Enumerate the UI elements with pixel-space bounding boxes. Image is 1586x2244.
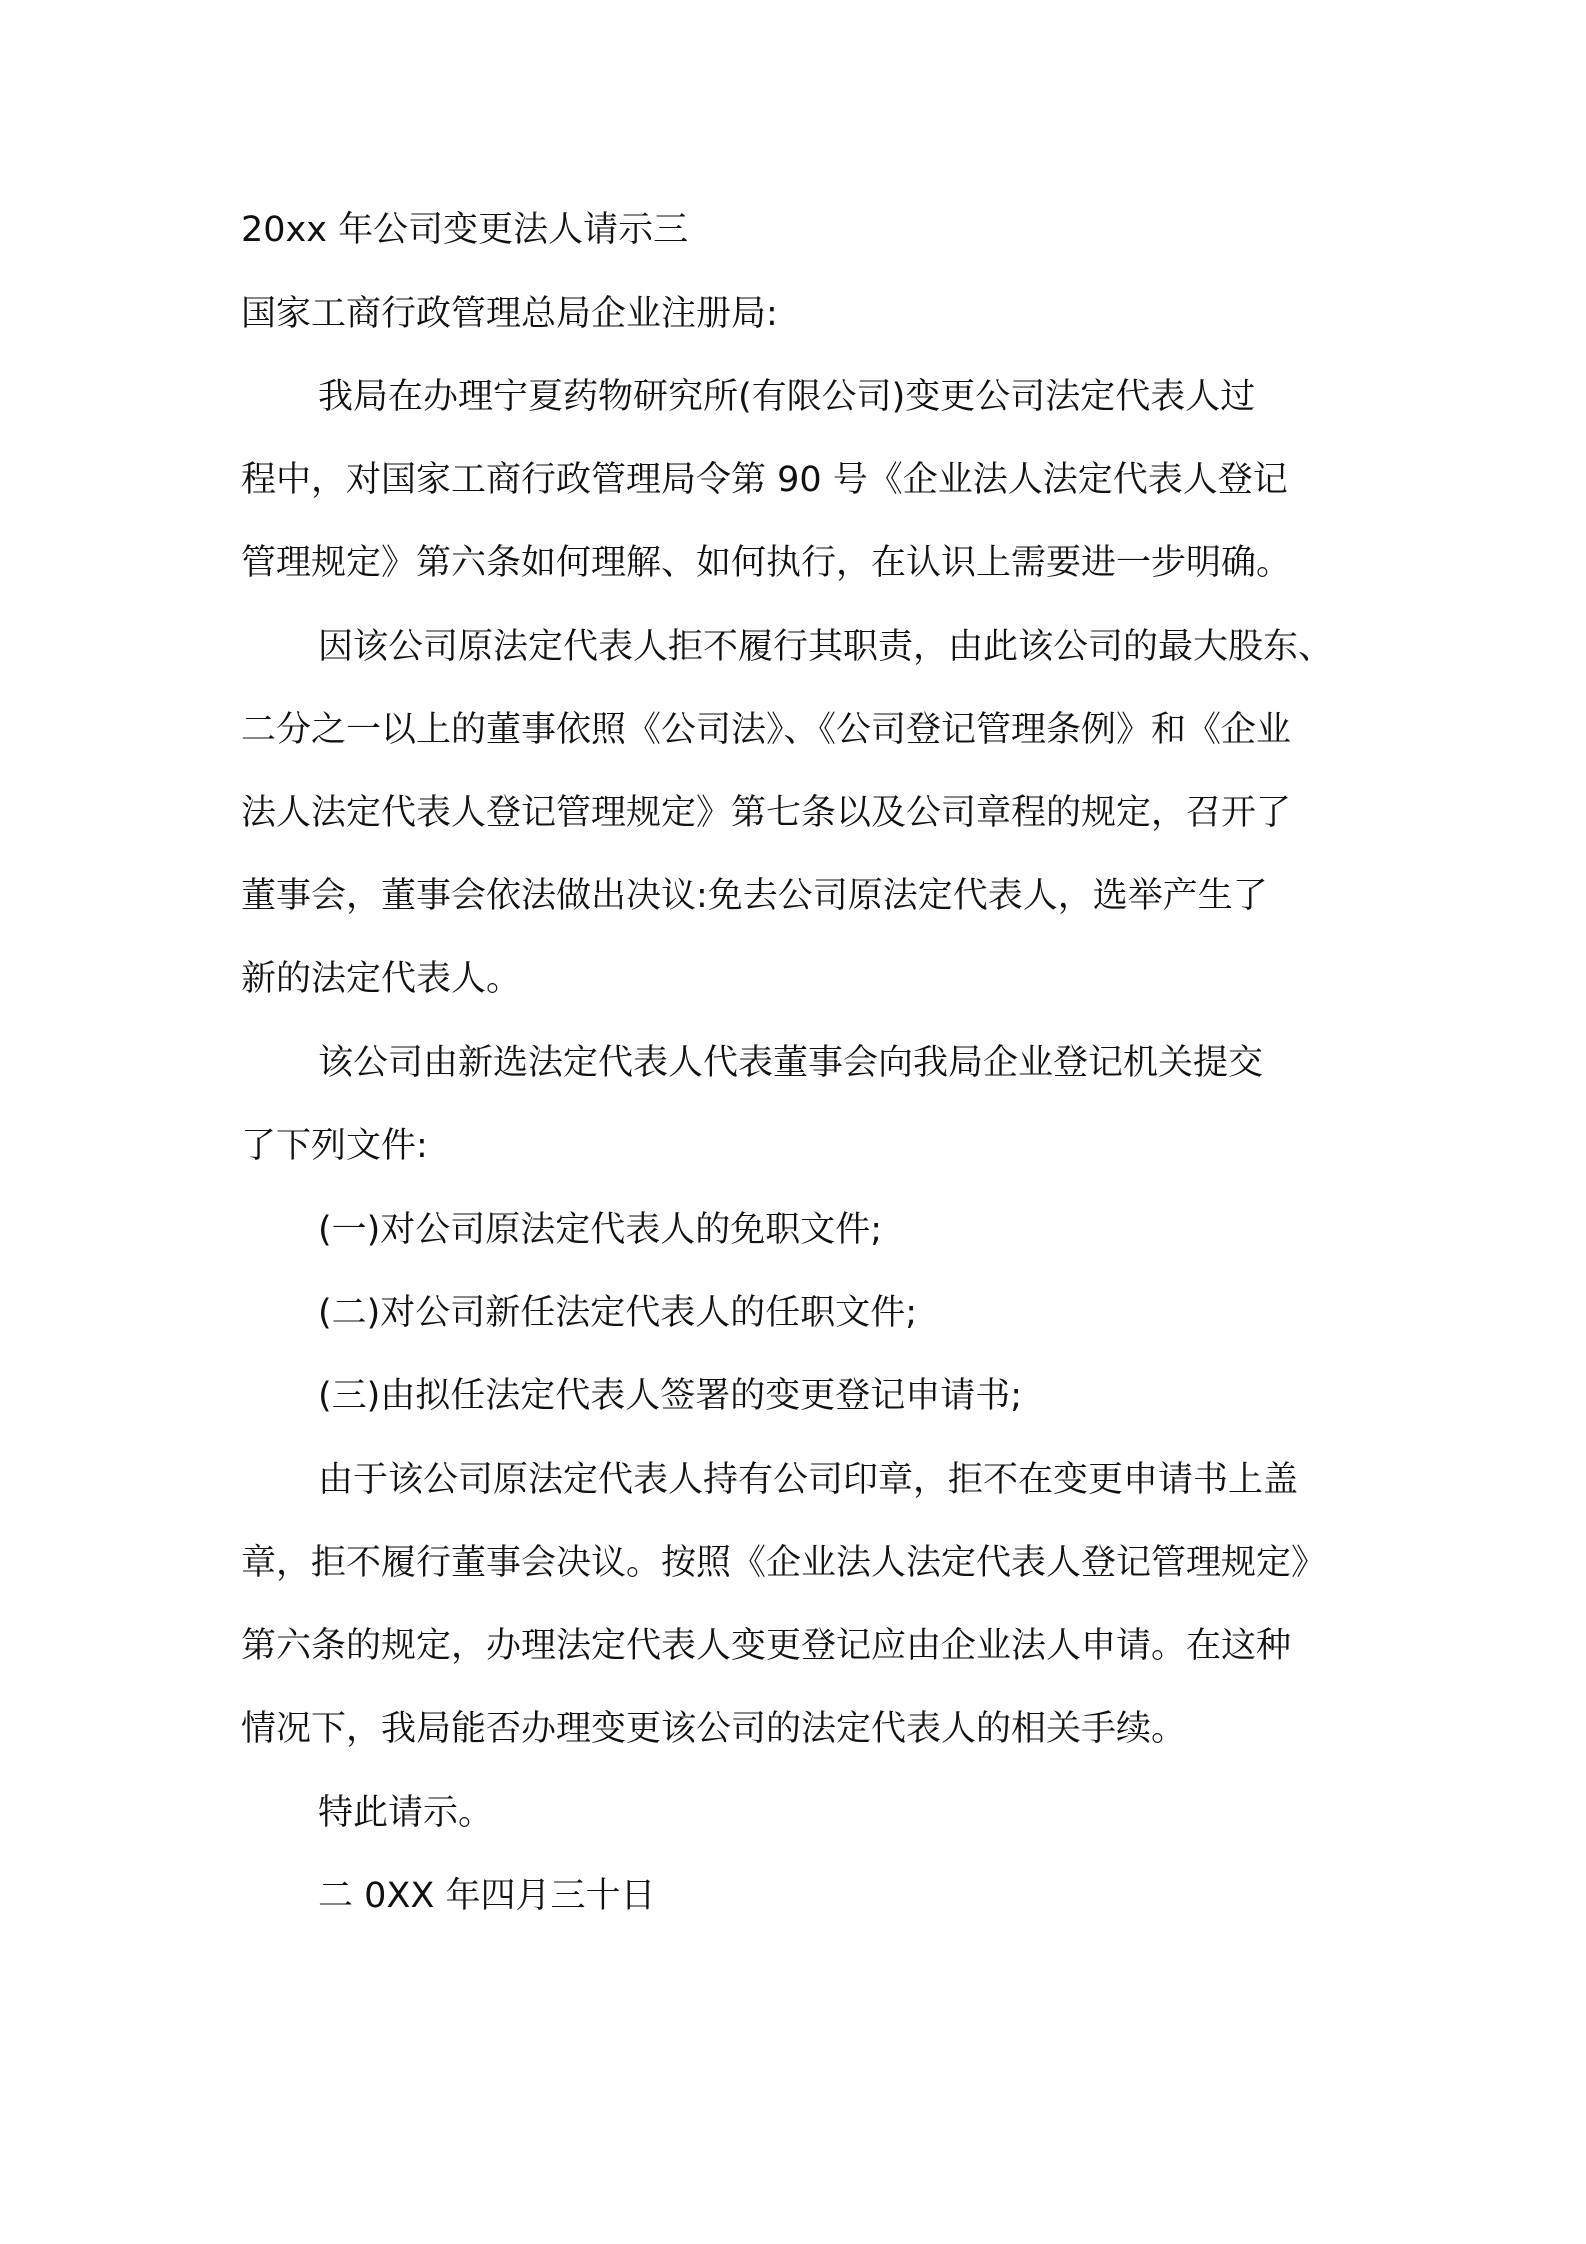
paragraph-line: 由于该公司原法定代表人持有公司印章，拒不在变更申请书上盖 bbox=[318, 1460, 1299, 1500]
list-item: (二)对公司新任法定代表人的任职文件; bbox=[318, 1293, 918, 1333]
paragraph-line: 该公司由新选法定代表人代表董事会向我局企业登记机关提交 bbox=[318, 1043, 1264, 1083]
list-item: (三)由拟任法定代表人签署的变更登记申请书; bbox=[318, 1376, 1023, 1416]
paragraph-line: 章，拒不履行董事会决议。按照《企业法人法定代表人登记管理规定》 bbox=[241, 1543, 1327, 1583]
paragraph-line: 董事会，董事会依法做出决议:免去公司原法定代表人，选举产生了 bbox=[241, 876, 1268, 916]
document-title: 20xx 年公司变更法人请示三 bbox=[241, 210, 689, 250]
addressee: 国家工商行政管理总局企业注册局: bbox=[241, 294, 778, 334]
paragraph-line: 法人法定代表人登记管理规定》第七条以及公司章程的规定，召开了 bbox=[241, 793, 1292, 833]
list-item: (一)对公司原法定代表人的免职文件; bbox=[318, 1210, 883, 1250]
document-date: 二 0XX 年四月三十日 bbox=[318, 1876, 656, 1916]
paragraph-line: 了下列文件: bbox=[241, 1126, 428, 1166]
paragraph-line: 管理规定》第六条如何理解、如何执行，在认识上需要进一步明确。 bbox=[241, 543, 1292, 583]
paragraph-line: 程中，对国家工商行政管理局令第 90 号《企业法人法定代表人登记 bbox=[241, 460, 1288, 500]
paragraph-line: 第六条的规定，办理法定代表人变更登记应由企业法人申请。在这种 bbox=[241, 1626, 1292, 1666]
paragraph-line: 因该公司原法定代表人拒不履行其职责，由此该公司的最大股东、 bbox=[318, 627, 1334, 667]
paragraph-line: 情况下，我局能否办理变更该公司的法定代表人的相关手续。 bbox=[241, 1709, 1187, 1749]
paragraph-line: 新的法定代表人。 bbox=[241, 959, 522, 999]
paragraph-line: 我局在办理宁夏药物研究所(有限公司)变更公司法定代表人过 bbox=[318, 377, 1256, 417]
sign-off: 特此请示。 bbox=[318, 1793, 494, 1833]
paragraph-line: 二分之一以上的董事依照《公司法》、《公司登记管理条例》和《企业 bbox=[241, 710, 1292, 750]
